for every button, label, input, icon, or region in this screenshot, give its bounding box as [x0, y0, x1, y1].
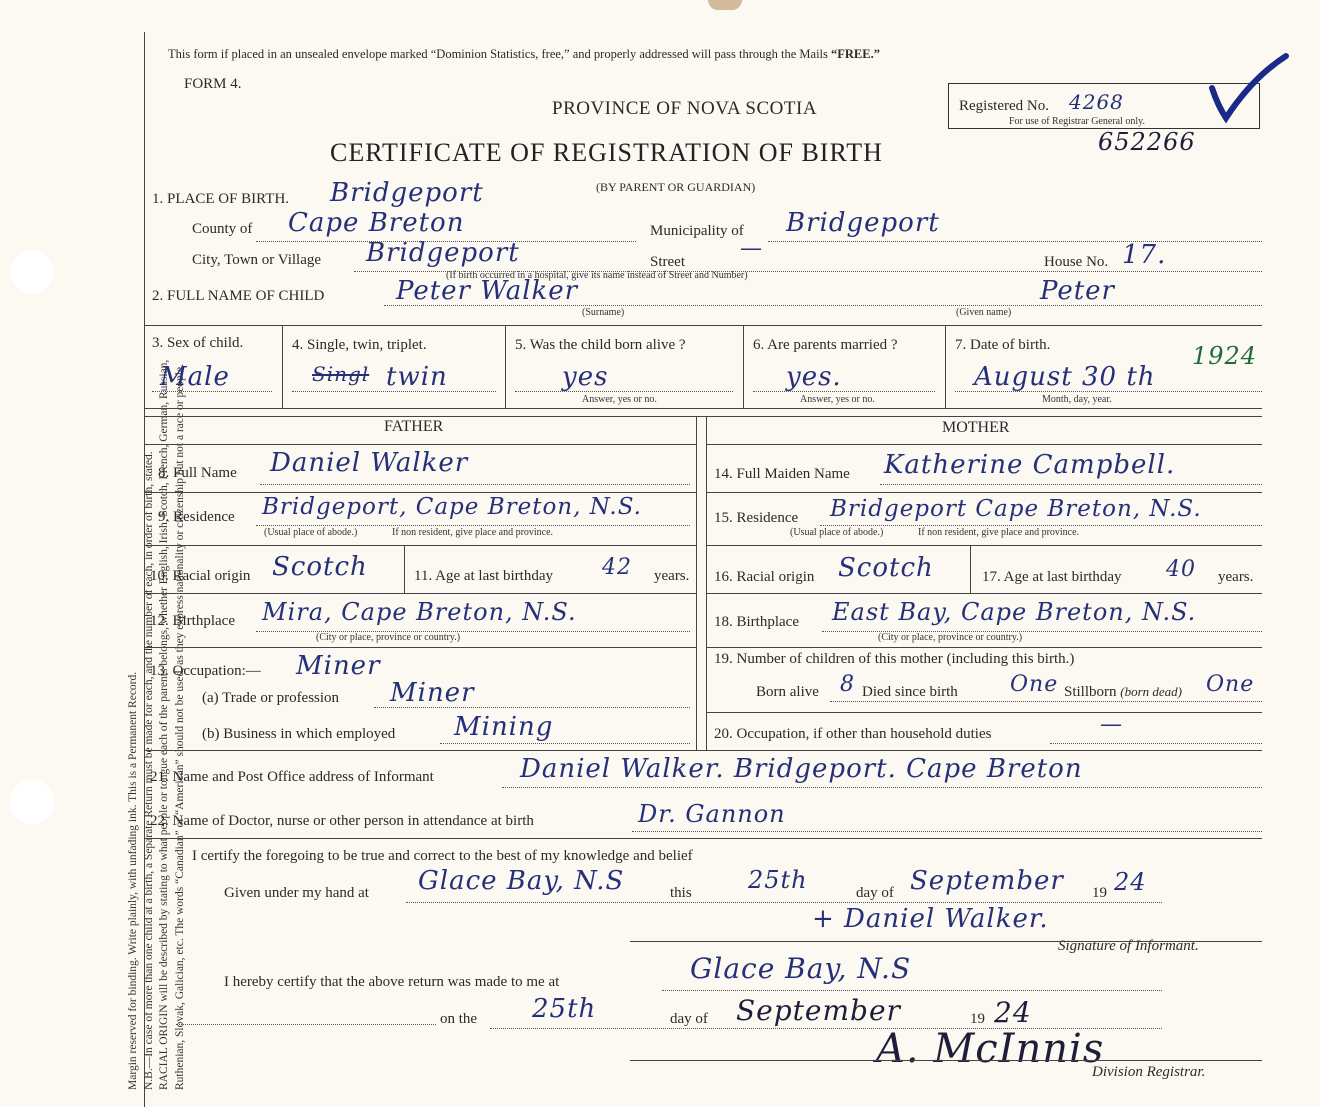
father-age-unit: years.: [654, 568, 690, 584]
registrar-bottom: [630, 1060, 1262, 1061]
row3-div-1: [282, 325, 283, 408]
alive-label: 5. Was the child born alive ?: [515, 337, 686, 353]
dob-line: [955, 391, 1262, 392]
mother-occupation-value: —: [1100, 712, 1123, 737]
children-line: [830, 701, 1262, 702]
m-rule-2: [706, 545, 1262, 546]
married-caption: Answer, yes or no.: [800, 394, 875, 405]
given-label: Given under my hand at: [224, 885, 369, 901]
father-occupation-value: Miner: [296, 651, 381, 681]
informant-signature: + Daniel Walker.: [812, 904, 1049, 934]
mother-birthplace-label: 18. Birthplace: [714, 614, 799, 630]
father-name-line: [260, 484, 690, 485]
given-line: [406, 902, 1162, 903]
given-day: 25th: [748, 866, 808, 894]
mother-nonres-caption: If non resident, give place and province.: [918, 527, 1080, 538]
child-surname-value: Peter Walker: [396, 276, 579, 306]
dob-caption: Month, day, year.: [1042, 394, 1112, 405]
registrar-day: 25th: [532, 994, 597, 1024]
father-racial-value: Scotch: [272, 552, 368, 582]
born-alive-label: Born alive: [756, 684, 819, 700]
given-day-of: day of: [856, 885, 894, 901]
dob-year: 1924: [1192, 342, 1258, 370]
registrar-place-line: [662, 990, 1162, 991]
place-of-birth-label: 1. PLACE OF BIRTH.: [152, 191, 290, 207]
child-name-label: 2. FULL NAME OF CHILD: [152, 288, 325, 304]
street-label: Street: [650, 254, 685, 270]
mother-residence-value: Bridgeport Cape Breton, N.S.: [830, 496, 1202, 522]
parents-bottom: [144, 750, 1262, 751]
stillborn-value: One: [1206, 672, 1255, 697]
punch-hole-top: [10, 250, 54, 294]
mail-notice: This form if placed in an unsealed envelope marked “Dominion Statistics, free,” and properly addressed will pass through the Mails “FREE.”: [168, 47, 880, 61]
m-rule-3: [706, 593, 1262, 594]
m-racial-div: [970, 545, 971, 593]
street-value: —: [740, 236, 763, 261]
father-trade-line: [374, 707, 690, 708]
mother-age-value: 40: [1166, 557, 1196, 582]
mother-birthplace-value: East Bay, Cape Breton, N.S.: [832, 598, 1197, 626]
row3-div-3: [743, 325, 744, 408]
check-mark: [1206, 48, 1296, 128]
doctor-value: Dr. Gannon: [638, 800, 786, 828]
father-birthplace-label: 12. Birthplace: [150, 613, 235, 629]
registrar-signature: A. McInnis: [876, 1026, 1105, 1072]
county-value: Cape Breton: [288, 208, 465, 238]
margin-line-2: N.B.—In case of more than one child at a birth, a Separate Return must be made for each, and the number of each, in order of birth, stated.: [142, 451, 155, 1090]
row3-div-4: [945, 325, 946, 408]
father-name-label: 8. Full Name: [158, 465, 237, 481]
f-rule-1: [144, 492, 696, 493]
given-caption: (Given name): [956, 307, 1012, 318]
informant-signature-caption: Signature of Informant.: [1058, 938, 1199, 954]
mother-racial-value: Scotch: [838, 553, 934, 583]
born-alive-value: 8: [840, 672, 855, 697]
father-trade-value: Miner: [390, 678, 475, 708]
row3-bottom: [144, 408, 1262, 409]
mother-racial-label: 16. Racial origin: [714, 569, 815, 585]
given-year-prefix: 19: [1092, 885, 1107, 901]
mother-children-label: 19. Number of children of this mother (including this birth.): [714, 651, 1075, 667]
row3-div-2: [505, 325, 506, 408]
municipality-line: [768, 241, 1262, 242]
father-trade-label: (a) Trade or profession: [202, 690, 340, 706]
registrar-blank-line: [176, 1024, 436, 1025]
dob-value: August 30 th: [974, 362, 1156, 392]
informant-value: Daniel Walker. Bridgeport. Cape Breton: [520, 754, 1083, 784]
f-rule-4: [144, 647, 696, 648]
municipality-value: Bridgeport: [786, 208, 940, 238]
house-label: House No.: [1044, 254, 1109, 270]
mother-abode-caption: (Usual place of abode.): [790, 527, 884, 538]
punch-hole-bottom: [10, 780, 54, 824]
child-given-value: Peter: [1040, 276, 1115, 306]
mother-residence-label: 15. Residence: [714, 510, 799, 526]
father-business-value: Mining: [454, 712, 554, 742]
row3-top: [144, 325, 1262, 326]
registrar-day-of: day of: [670, 1011, 708, 1027]
registrar-place: Glace Bay, N.S: [690, 952, 912, 985]
parents-top: [144, 416, 1262, 417]
father-racial-label: 10. Racial origin: [150, 568, 251, 584]
ink-stain: [708, 0, 742, 10]
f-racial-div: [404, 545, 405, 593]
mother-heading: MOTHER: [942, 419, 1010, 436]
father-birthplace-value: Mira, Cape Breton, N.S.: [262, 598, 577, 626]
mother-occupation-line: [1050, 743, 1262, 744]
father-right: [696, 416, 697, 750]
hospital-note: (If birth occurred in a hospital, give its name instead of Street and Number): [446, 270, 748, 281]
alive-value: yes: [562, 362, 609, 392]
certify-text: I certify the foregoing to be true and correct to the best of my knowledge and belief: [192, 848, 693, 864]
married-value: yes.: [786, 362, 842, 392]
m-rule-1: [706, 492, 1262, 493]
heading-rule-m: [706, 444, 1262, 445]
registrar-year-prefix: 19: [970, 1011, 985, 1027]
dob-label: 7. Date of birth.: [955, 337, 1051, 353]
registered-value: 4268: [1069, 90, 1124, 114]
on-the-label: on the: [440, 1011, 478, 1027]
doctor-label: 22. Name of Doctor, nurse or other person in attendance at birth: [150, 813, 534, 829]
father-age-label: 11. Age at last birthday: [414, 568, 553, 584]
informant-bottom: [144, 838, 1262, 839]
alive-caption: Answer, yes or no.: [582, 394, 657, 405]
registrar-text: I hereby certify that the above return was made to me at: [224, 974, 560, 990]
certificate-number: 652266: [1098, 128, 1196, 156]
informant-label: 21. Name and Post Office address of Informant: [150, 769, 434, 785]
city-label: City, Town or Village: [192, 252, 322, 268]
registered-label: Registered No.: [959, 98, 1049, 114]
sex-label: 3. Sex of child.: [152, 335, 244, 351]
father-occupation-label: 13. Occupation:—: [150, 663, 261, 679]
twin-label: 4. Single, twin, triplet.: [292, 337, 427, 353]
county-label: County of: [192, 221, 253, 237]
mother-name-label: 14. Full Maiden Name: [714, 466, 850, 482]
certificate-subtitle: (BY PARENT OR GUARDIAN): [596, 180, 756, 194]
father-age-value: 42: [602, 555, 632, 580]
father-name-value: Daniel Walker: [270, 448, 469, 478]
mother-age-label: 17. Age at last birthday: [982, 569, 1122, 585]
father-abode-caption: (Usual place of abode.): [264, 527, 358, 538]
this-label: this: [670, 885, 692, 901]
father-residence-label: 9. Residence: [158, 509, 235, 525]
registrar-year: 24: [994, 996, 1032, 1029]
surname-caption: (Surname): [582, 307, 625, 318]
margin-line-3: RACIAL ORIGIN will be described by stating to what people or tongue each of the parents belongs, whether English, Irish, Scotch, French, German, Russian,: [158, 359, 170, 1090]
f-rule-3: [144, 593, 696, 594]
given-place: Glace Bay, N.S: [418, 866, 625, 896]
registrar-signature-caption: Division Registrar.: [1092, 1064, 1206, 1080]
informant-line: [502, 787, 1262, 788]
married-line: [753, 391, 935, 392]
form-number: FORM 4.: [184, 76, 242, 92]
mother-birthplace-caption: (City or place, province or country.): [878, 632, 1023, 643]
municipality-label: Municipality of: [650, 223, 744, 239]
died-label: Died since birth: [862, 684, 958, 700]
twin-value: twin: [386, 362, 448, 392]
sex-value: Male: [160, 362, 230, 392]
province-heading: PROVINCE OF NOVA SCOTIA: [552, 98, 818, 119]
given-month: September: [910, 866, 1064, 896]
m-rule-5: [706, 712, 1262, 713]
registrar-note: For use of Registrar General only.: [1009, 116, 1145, 127]
mother-occupation-label: 20. Occupation, if other than household duties: [714, 726, 992, 742]
city-value: Bridgeport: [366, 238, 520, 268]
father-business-label: (b) Business in which employed: [202, 726, 396, 742]
mother-name-value: Katherine Campbell.: [884, 450, 1176, 480]
doctor-line: [632, 831, 1262, 832]
name-line: [384, 305, 1262, 306]
mother-residence-line: [820, 525, 1262, 526]
mother-age-unit: years.: [1218, 569, 1254, 585]
margin-rule: [144, 32, 145, 1107]
house-value: 17.: [1122, 240, 1167, 270]
city-line: [354, 271, 1262, 272]
stillborn-label: Stillborn (born dead): [1064, 684, 1183, 700]
father-residence-value: Bridgeport, Cape Breton, N.S.: [262, 494, 642, 520]
given-year: 24: [1114, 868, 1147, 896]
mother-left: [706, 416, 707, 750]
twin-line: [292, 391, 496, 392]
alive-line: [515, 391, 733, 392]
father-residence-line: [256, 525, 690, 526]
married-label: 6. Are parents married ?: [753, 337, 898, 353]
mother-name-line: [880, 484, 1262, 485]
heading-rule-f: [144, 444, 696, 445]
margin-line-4: Ruthenian, Slovak, Galician, etc. The words “Canadian” or “American” should not be used, as they express nationality or citizenship but not a race or people.: [173, 364, 186, 1090]
father-nonres-caption: If non resident, give place and province.: [392, 527, 554, 538]
father-business-line: [440, 743, 690, 744]
father-birthplace-caption: (City or place, province or country.): [316, 632, 461, 643]
m-rule-4: [706, 647, 1262, 648]
certify-bottom: [630, 941, 1262, 942]
twin-struck: Singl: [312, 362, 370, 386]
margin-line-1: Margin reserved for binding. Write plainly, with unfading ink. This is a Permanent Record.: [127, 671, 139, 1090]
f-rule-2: [144, 545, 696, 546]
father-heading: FATHER: [384, 418, 444, 435]
sex-line: [152, 391, 272, 392]
place-of-birth-value: Bridgeport: [330, 178, 484, 208]
registrar-month: September: [736, 994, 901, 1027]
died-value: One: [1010, 672, 1059, 697]
certificate-title: CERTIFICATE OF REGISTRATION OF BIRTH: [330, 138, 883, 167]
